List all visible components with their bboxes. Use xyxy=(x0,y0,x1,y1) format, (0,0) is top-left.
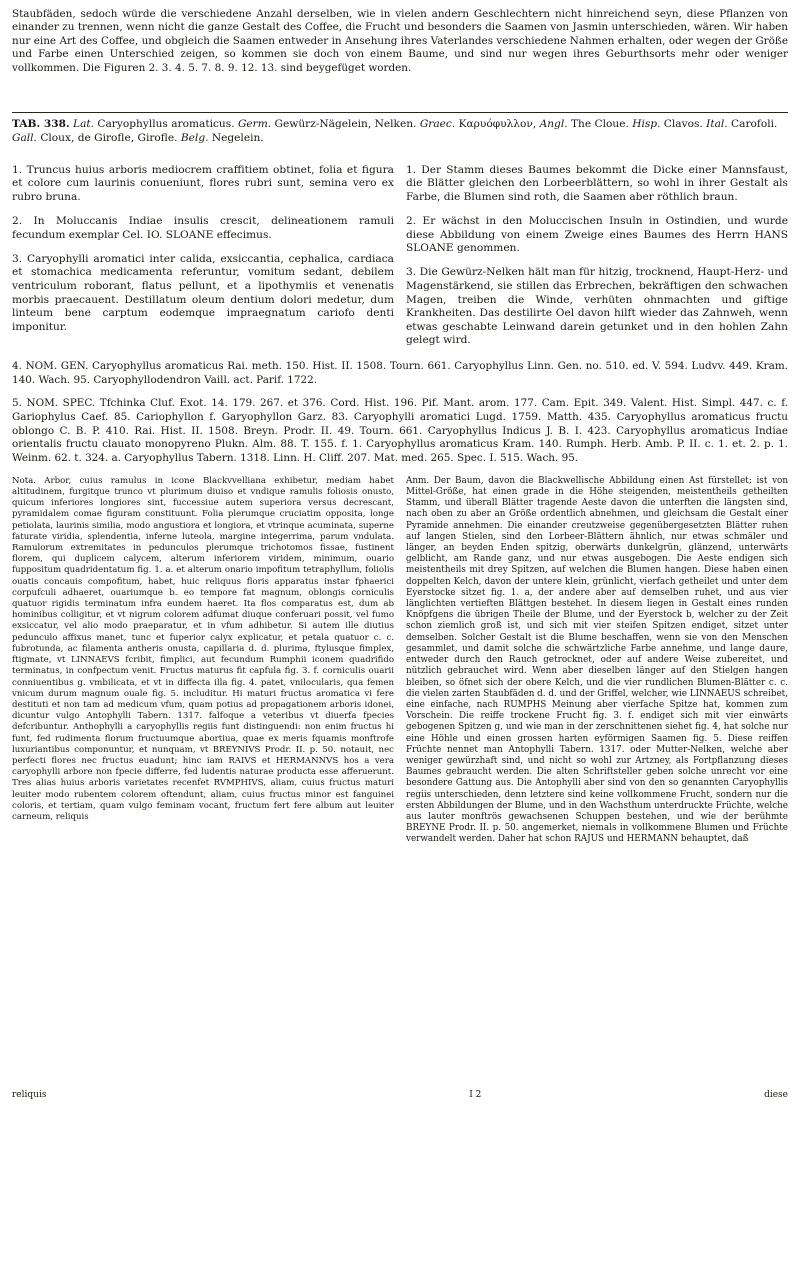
page-footer xyxy=(12,1090,788,1100)
french-label: Gall. xyxy=(12,132,37,144)
latin-item-1: 1. Truncus huius arboris mediocrem craffitiem obtinet, folia et figura et colore cum laurinis conueniunt, flores rubri sunt, semina vero ex rubro bruna. xyxy=(12,163,394,203)
dutch-name: Negelein. xyxy=(211,132,264,144)
german-item-3: 3. Die Gewürz-Nelken hält man für hitzig, trocknend, Haupt-Herz- und Magenstärkend, sie stillen das Erbrechen, bekräftigen den schwachen Magen, treiben die Winde, verhüten ohnmachten und giftige Krankheiten. Das destilirte Oel davon hilft wieder das Zahnweh, wenn etwas geschabte Leinwand darein getunket und in den hohlen Zahn gelegt wird. xyxy=(406,266,788,347)
signature-mark: I 2 xyxy=(469,1089,482,1100)
tab-number: TAB. 338. xyxy=(12,118,70,130)
italian-label: Ital. xyxy=(706,118,728,130)
german-item-1: 1. Der Stamm dieses Baumes bekommt die Dicke einer Mannsfaust, die Blätter gleichen den Lorbeerblättern, so wohl in ihrer Gestalt als Farbe, die Blumen sind roth, die Saamen aber röthlich braun. xyxy=(406,163,788,203)
german-name: Gewürz-Nägelein, Nelken. xyxy=(274,118,417,130)
tab-header xyxy=(12,117,788,147)
english-name: The Cloue. xyxy=(570,118,629,130)
top-paragraph: Staubfäden, sedoch würde die verschiedene Anzahl derselben, wie in vielen andern Geschlechtern nicht hinreichend seyn, diese Pflanzen von einander zu trennen, wenn nicht die ganze Gestalt des Coffee, die Frucht und besonders die Saamen von Jasmin unterschieden, wären. Wir haben nur eine Art des Coffee, und obgleich die Saamen entweder in Ansehung ihres Vaterlandes verschiedene Nahmen erhalten, oder wegen der Größe und Farbe einen Unterschied zeigen, so kommen sie doch von einem Baume, und sind nur wegen ihres Geburthsorts mehr oder weniger vollkommen. Die Figuren 2. 3. 4. 5. 7. 8. 9. 12. 13. sind beygefüget worden. xyxy=(12,8,788,74)
spanish-label: Hisp. xyxy=(632,118,661,130)
spanish-name: Clavos. xyxy=(663,118,703,130)
page xyxy=(12,8,788,1254)
nomen-specificum: 5. NOM. SPEC. Tfchinka Cluf. Exot. 14. 179. 267. et 376. Cord. Hist. 196. Pif. Mant. arom. 177. Cam. Epit. 349. Valent. Hist. Simpl. 447. c. f. Gariophylus Caef. 85. Cariophyllon f. Garyophyllon Garz. 83. Caryophylli aromatici Lugd. 1759. Matth. 435. Caryophyllus aromaticus fructu oblongo C. B. P. 410. Rai. Hist. II. 1508. Breyn. Prodr. II. 49. Tourn. 661. Caryophyllus Indicus J. B. I. 423. Caryophyllus aromaticus Indiae orientalis fructu clauato monopyreno Plukn. Alm. 88. T. 155. f. 1. Caryophyllus aromaticus Kram. 140. Rumph. Herb. Amb. P. II. c. 1. et. 2. p. 1. Weinm. 62. t. 324. a. Caryophyllus Tabern. 1318. Linn. H. Cliff. 207. Mat. med. 265. Spec. I. 515. Wach. 95. xyxy=(12,397,788,464)
anmerkung-german: Anm. Der Baum, davon die Blackwellische Abbildung einen Ast fürstellet; ist von Mittel-Größe, hat einen grade in die Höhe steigenden, meistentheils getheilten Stamm, und überall Blätter tragende Aeste davon die unterften die längsten sind, nach oben zu aber an Größe ordentlich abnehmen, und gleichsam die Gestalt einer Pyramide annehmen. Die einander creutzweise gegenübergesetzten Blätter ruhen auf langen Stielen, sind den Lorbeer-Blättern ähnlich, nur etwas schmäler und länger, an beyden Enden spitzig, oberwärts dunkelgrün, glänzend, unterwärts gelblicht, am Rande ganz, und nur etwas ausgebogen. Die Aeste endigen sich meistentheils mit drey Spitzen, auf welchen die Blumen hangen. Diese haben einen doppelten Kelch, davon der untere klein, grünlicht, vierfach getheilet und unter dem Eyerstocke sitzet fig. 1. a, der andere aber auf demselben ruhet, und aus vier länglichten vertieften Blättgen bestehet. In diesem liegen in Gestalt eines runden Knöpfgens die übrigen Theile der Blume, und der Eyerstock b, welcher zu der Zeit schon ziemlich groß ist, und sich mit vier steifen Spitzen endiget, sitzet unter demselben. Solcher Gestalt ist die Blume beschaffen, wenn sie von den Menschen gesammlet, und damit solche die schwärtzliche Farbe annehme, und lange daure, entweder durch den Rauch getrocknet, oder auf andere Weise zubereitet, und nützlich gebrauchet wird. Wenn aber dieselben länger auf den Stielgen hangen bleiben, so öfnet sich der obere Kelch, und die vier rundlichen Blumen-Blätter c. c. die vielen zarten Staubfäden d. d. und der Griffel, welcher, wie LINNAEUS schreibet, eine einfache, nach RUMPHS Meinung aber vierfache Spitze hat, kommen zum Vorschein. Die reiffe trockene Frucht fig. 3. f. endiget sich mit vier einwärts gebogenen Spitzen g, und wie man in der zerschnittenen siehet fig. 4, hat solche nur eine Höhle und einen grossen harten eyförmigen Saamen fig. 5. Diese reiffen Früchte nennet man Antophylli Tabern. 1317. oder Mutter-Nelken, welche aber weniger gewürzhaft sind, und nicht so wohl zur Artzney, als Fortpflanzung dieses Baumes gebraucht werden. Die alten Schriftsteller geben solche unrecht vor eine besondere Gattung aus. Die Antophylli aber sind von den so genannten Caryophyllis regiis unterschieden, denn letztere sind keine vollkommene Frucht, sondern nur die ersten Abbildungen der Blume, und in den Wachsthum unterdruckte Früchte, welche aus lauter monftrös gewachsenen Schuppen bestehen, und wie der berühmte BREYNE Prodr. II. p. 50. angemerket, niemals in vollkommene Blumen und Früchte verwandelt werden. Daher hat schon RAJUS und HERMANN behauptet, daß xyxy=(406,475,788,845)
notes-columns xyxy=(12,476,788,1088)
catchword-german: diese xyxy=(764,1089,788,1100)
greek-label: Graec. xyxy=(419,118,456,130)
latin-item-3: 3. Caryophylli aromatici inter calida, exsiccantia, cephalica, cardiaca et stomachica medicamenta referuntur, vomitum sedant, debilem ventriculum roborant, flatus pellunt, et a lipothymiis et venenatis morbis praecauent. Destillatum oleum dentium dolori medetur, dum linteum bene carptum eodemque impraegnatum cariofo denti imponitur. xyxy=(12,252,394,333)
greek-name: Καρυόφυλλον, xyxy=(458,118,537,130)
latin-label: Lat. xyxy=(73,118,95,130)
description-columns xyxy=(12,153,788,354)
french-name: Cloux, de Girofle, Girofle. xyxy=(40,132,178,144)
latin-column xyxy=(12,153,394,354)
italian-name: Carofoli. xyxy=(731,118,778,130)
catchword-latin: reliquis xyxy=(12,1089,47,1100)
german-item-2: 2. Er wächst in den Moluccischen Insuln in Ostindien, und wurde diese Abbildung von einem Zweige eines Baumes des Herrn HANS SLOANE genommen. xyxy=(406,214,788,255)
german-column xyxy=(406,153,788,354)
latin-item-2: 2. In Moluccanis Indiae insulis crescit, delineationem ramuli fecundum exemplar Cel. IO. SLOANE effecimus. xyxy=(12,214,394,241)
english-label: Angl. xyxy=(539,118,568,130)
section-divider xyxy=(12,112,788,113)
dutch-label: Belg. xyxy=(180,132,209,144)
latin-name: Caryophyllus aromaticus. xyxy=(97,118,235,130)
german-label: Germ. xyxy=(237,118,272,130)
nomen-genericum: 4. NOM. GEN. Caryophyllus aromaticus Rai. meth. 150. Hist. II. 1508. Tourn. 661. Caryophyllus Linn. Gen. no. 510. ed. V. 594. Ludvv. 449. Kram. 140. Wach. 95. Caryophyllodendron Vaill. act. Parif. 1722. xyxy=(12,359,788,386)
nota-latin: Nota. Arbor, cuius ramulus in icone Blackvvelliana exhibetur, mediam habet altitudinem, furgitque trunco vt plurimum diuiso et vndique ramulis foliosis onusto, quicum inferiores longiores sint, fuccessiue autem superiora versus decrescant, pyramidalem comae figuram constituunt. Folia plerumque cruciatim opposita, longe petiolata, laurinis similia, modo angustiora et longiora, et vtrinque acuminata, superne faturate viridia, splendentia, inferne luteola, margine integerrima, parum vndulata. Ramulorum extremitates in pedunculos plerumque trichotomos fissae, fustinent florem, qui duplicem calycem, alterum inferiorem viridem, minimum, ouario fuppositum quadridentatum fig. 1. a. et alterum onario impofitum tetraphyllum, foliolis ouatis concauis compofitum, habet, huic reliquus floris apparatus instar fphaerici corpufculi adhaeret, ouariumque b. eo tempore fat magnum, oblongis corniculis quatuor rigidis terminatum infra eundem haeret. Ita flos comparatus est, dum ab hominibus colligitur, et vt nigrum colorem adfumat diuque conferuari possit, vel fumo exsiccatur, vel alio modo praeparatur, et in vfum adhibetur. Si autem ille diutius pedunculo affixus manet, tunc et fuperior calyx explicatur, et petala quatuor c. c. fubrotunda, ac filamenta antheris onusta, capillaria d. d. plurima, ftylusque fimplex, ftigmate, vt LINNAEVS fcribit, fimplici, aut fecundum Rumphii iconem quadrifido terminatus, in confpectum venit. Fructus maturus fit capfula fig. 3. f. corniculis ouarii conniuentibus g. vmbilicata, et vt in diffecta illa fig. 4. patet, vnilocularis, qua femen vnicum durum magnum ouale fig. 5. includitur. Hi maturi fructus aromatica vi fere destituti et non tam ad medicum vfum, quam potius ad propagationem arboris idonei, dicuntur vulgo Antophylli Tabern. 1317. falfoque a veteribus vt diuerfa fpecies defcribuntur. Anthophylli a caryophyllis regiis funt distinguendi: non enim fructus hi funt, fed rudimenta florum fructuumque abortiua, quae ex meris fquamis monftrofe luxuriantibus componuntur, et nunquam, vt BREYNIVS Prodr. II. p. 50. notauit, nec perfecti flores nec fructus euadunt; hinc iam RAIVS et HERMANNVS hos a vera caryophylli arbore non fpecie differre, fed ludentis naturae producta esse afferuerunt. Tres alias huius arboris varietates recenfet RVMPHIVS, aliam, cuius fructus maturi leuiter modo rubentem colorem oftendunt, aliam, cuius fructus minor est fanguinei coloris, et tertiam, quam vulgo feminam vocant, fructum fert fere album aut leuiter carneum, reliquis xyxy=(12,475,394,822)
